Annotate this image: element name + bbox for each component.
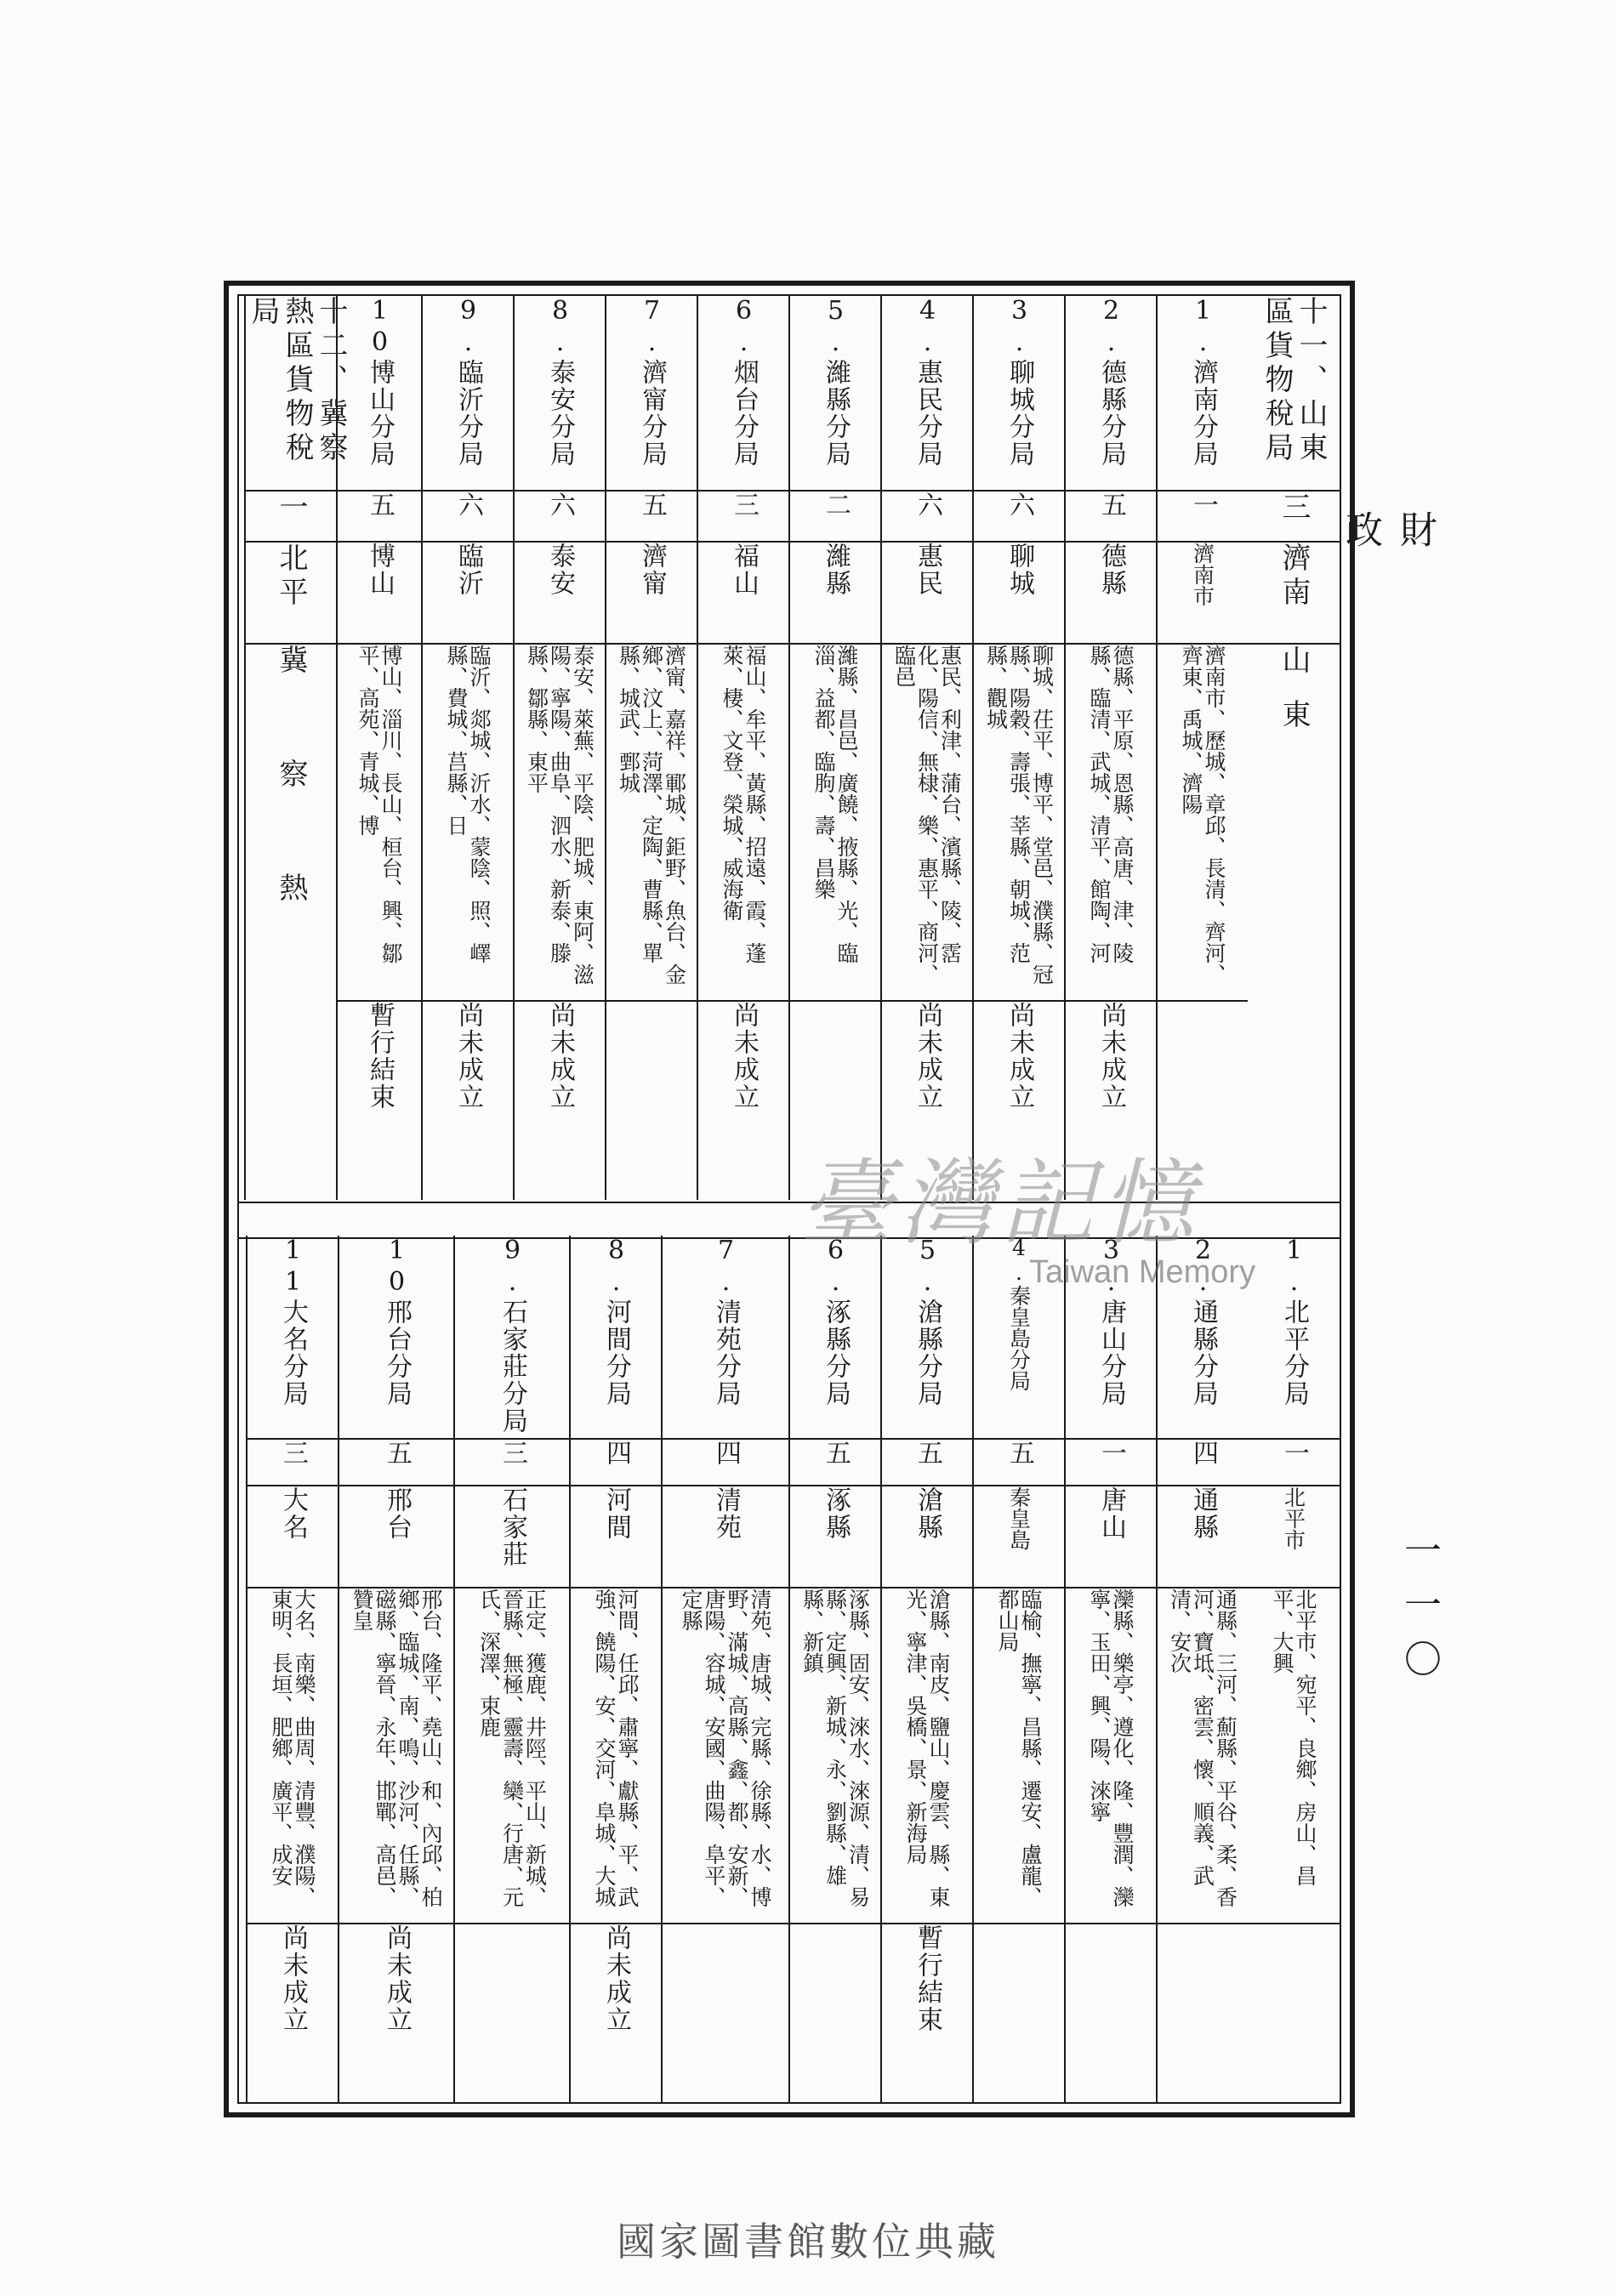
office-grade: 四: [711, 1440, 741, 1467]
office-grade: 一: [1096, 1440, 1126, 1467]
office-location: 福山: [729, 543, 759, 597]
top-row-2: [1064, 296, 1156, 1200]
office-name: 4.秦皇島分局: [1006, 1236, 1032, 1391]
office-grade: 五: [821, 1440, 851, 1467]
top-row-3: [972, 296, 1064, 1200]
office-grade: 六: [1004, 492, 1034, 519]
office-location: 滄縣: [913, 1486, 942, 1541]
office-grade: 六: [545, 492, 575, 519]
office-jurisdiction: 惠民、利津、蒲台、濱縣、陵、霑化、陽信、無棣、樂、惠平、商河、臨邑: [891, 645, 963, 985]
page-frame: [224, 281, 1355, 2117]
top-row-7: [605, 296, 697, 1200]
office-grade: 五: [382, 1440, 412, 1467]
office-location: 清苑: [711, 1486, 741, 1541]
top-row-6: [697, 296, 788, 1200]
section-location: 北平: [274, 543, 308, 611]
office-location: 石家莊: [498, 1486, 527, 1568]
office-grade: 三: [278, 1440, 308, 1467]
office-jurisdiction: 灤縣、樂亭、遵化、隆、豐潤、灤寧、玉田、興、陽、淶寧: [1087, 1588, 1135, 1907]
office-location: 濰縣: [821, 543, 851, 597]
office-remark: 尚未成立: [382, 1924, 412, 2033]
office-grade: 二: [821, 492, 851, 519]
office-grade: 六: [913, 492, 942, 519]
office-location: 大名: [278, 1486, 308, 1541]
bottom-row-4: [972, 1236, 1064, 2102]
office-jurisdiction: 德縣、平原、恩縣、高唐、津、陵縣、臨清、武城、清平、館陶、河: [1087, 645, 1135, 963]
office-remark: 暫行結束: [365, 1002, 395, 1111]
office-name: 7.濟甯分局: [637, 296, 667, 468]
bottom-row-6: [788, 1236, 880, 2102]
office-jurisdiction: 正定、獲鹿、井陘、平山、新城、晉縣、無極、靈壽、欒、行唐、元氏、深澤、束鹿: [476, 1588, 548, 1907]
office-location: 邢台: [382, 1486, 412, 1541]
office-location: 濟甯: [637, 543, 667, 597]
top-row-1: [1156, 296, 1248, 1200]
bottom-row-8: [569, 1236, 661, 2102]
running-head: 財 政: [1339, 510, 1437, 616]
bottom-row-3: [1064, 1236, 1156, 2102]
top-row-5: [788, 296, 880, 1200]
office-grade: 三: [729, 492, 759, 519]
bottom-table: [239, 1236, 1340, 2102]
office-jurisdiction: 臨榆、撫寧、昌縣、遷安、盧龍、都山局: [995, 1588, 1043, 1907]
bottom-row-10: [338, 1236, 453, 2102]
bottom-row-2: [1156, 1236, 1248, 2102]
office-name: 5.濰縣分局: [821, 296, 851, 468]
office-name: 1.北平分局: [1279, 1236, 1309, 1407]
office-name: 9.臨沂分局: [453, 296, 483, 468]
office-name: 4.惠民分局: [913, 296, 942, 468]
office-location: 唐山: [1096, 1486, 1126, 1541]
page-number: 一一〇: [1397, 1531, 1441, 1694]
bottom-row-7: [661, 1236, 788, 2102]
office-grade: 五: [1096, 492, 1126, 519]
office-location: 博山: [365, 543, 395, 597]
office-grade: 四: [601, 1440, 631, 1467]
office-remark: 尚未成立: [278, 1924, 308, 2033]
office-remark: 暫行結束: [913, 1924, 942, 2033]
office-name: 6.烟台分局: [729, 296, 759, 468]
section-column-shandong: [1248, 296, 1340, 1200]
office-name: 6.涿縣分局: [821, 1236, 851, 1407]
office-grade: 六: [453, 492, 483, 519]
office-name: 1.濟南分局: [1188, 296, 1218, 468]
office-location: 通縣: [1188, 1486, 1218, 1541]
footer-credit: 國家圖書館數位典藏: [617, 2219, 999, 2265]
top-row-9: [421, 296, 513, 1200]
office-name: 11大名分局: [278, 1236, 308, 1407]
office-remark: 尚未成立: [601, 1924, 631, 2033]
office-location: 河間: [601, 1486, 631, 1541]
watermark-english: Taiwan Memory: [1029, 1254, 1256, 1290]
bottom-row-9: [453, 1236, 569, 2102]
office-location: 聊城: [1004, 543, 1034, 597]
office-jurisdiction: 博山、淄川、長山、桓台、興、鄒平、高苑、青城、博: [356, 645, 403, 963]
office-remark: 尚未成立: [1096, 1002, 1126, 1111]
office-grade: 一: [1188, 492, 1218, 519]
office-remark: 尚未成立: [729, 1002, 759, 1111]
office-grade: 五: [1004, 1440, 1034, 1467]
office-jurisdiction: 福山、牟平、黃縣、招遠、霞、蓬萊、棲、文登、榮城、威海衛: [720, 645, 767, 963]
office-name: 8.泰安分局: [545, 296, 575, 468]
office-name: 5.滄縣分局: [913, 1236, 942, 1407]
office-location: 北平市: [1281, 1486, 1306, 1550]
office-jurisdiction: 泰安、萊蕪、平陰、肥城、東阿、滋陽、寧陽、曲阜、泗水、新泰、滕縣、鄒縣、東平: [524, 645, 595, 985]
table-separator: [239, 1202, 1340, 1239]
office-jurisdiction: 大名、南樂、曲周、清豐、濮陽、東明、長垣、肥鄉、廣平、成安: [269, 1588, 316, 1907]
section-province: 山東: [1277, 645, 1311, 753]
bottom-row-5: [880, 1236, 972, 2102]
office-name: 7.清苑分局: [711, 1236, 741, 1407]
office-jurisdiction: 清苑、唐城、完縣、徐縣、水、博野、滿城、高縣、鑫、都、安新、唐陽、容城、安國、曲陽、阜平、定縣: [679, 1588, 772, 1907]
office-grade: 五: [913, 1440, 942, 1467]
office-name: 8.河間分局: [601, 1236, 631, 1407]
office-jurisdiction: 滄縣、南皮、鹽山、慶雲、縣、東光、寧津、吳橋、景、新海局: [903, 1588, 951, 1907]
section-title: 十一、山東區貨物稅局: [1260, 296, 1328, 466]
office-jurisdiction: 濟甯、嘉祥、鄆城、鉅野、魚台、金鄉、汶上、菏澤、定陶、曹縣、單縣、城武、鄄城: [616, 645, 687, 985]
section-title: 十二、冀察熱區貨物稅局: [246, 296, 348, 466]
office-name: 2.通縣分局: [1188, 1236, 1218, 1407]
office-remark: 尚未成立: [1004, 1002, 1034, 1111]
section-column-jichare: [244, 296, 348, 1200]
office-location: 德縣: [1096, 543, 1126, 597]
bottom-row-1: [1248, 1236, 1340, 2102]
office-jurisdiction: 通縣、三河、薊縣、平谷、柔、香河、寶坻、密雲、懷、順義、武清、安次: [1167, 1588, 1238, 1907]
section-grade: 三: [1277, 492, 1311, 526]
office-location: 涿縣: [821, 1486, 851, 1541]
bottom-row-11: [246, 1236, 338, 2102]
office-name: 10邢台分局: [382, 1236, 412, 1407]
office-jurisdiction: 濟南市、歷城、章邱、長清、齊河、齊東、禹城、濟陽: [1179, 645, 1226, 985]
office-jurisdiction: 涿縣、固安、淶水、淶源、清、易縣、定興、新城、永、劉縣、雄縣、新鎮: [799, 1588, 871, 1907]
office-name: 3.聊城分局: [1004, 296, 1034, 468]
top-row-4: [880, 296, 972, 1200]
office-name: 10博山分局: [365, 296, 395, 468]
office-location: 臨沂: [453, 543, 483, 597]
office-remark: 尚未成立: [545, 1002, 575, 1111]
office-jurisdiction: 聊城、茌平、博平、堂邑、濮縣、冠縣、陽穀、壽張、莘縣、朝城、范縣、觀城: [983, 645, 1055, 985]
section-location: 濟南: [1277, 543, 1311, 611]
top-row-10: [336, 296, 421, 1200]
top-table: [239, 296, 1340, 1200]
office-jurisdiction: 河間、任邱、肅寧、獻縣、平、武強、饒陽、安、交河、阜城、大城: [592, 1588, 640, 1907]
office-grade: 四: [1188, 1440, 1218, 1467]
office-grade: 一: [1279, 1440, 1309, 1467]
office-location: 泰安: [545, 543, 575, 597]
office-location: 濟南市: [1190, 543, 1215, 606]
office-jurisdiction: 濰縣、昌邑、廣饒、掖縣、光、臨淄、益都、臨朐、壽、昌樂: [811, 645, 859, 963]
office-location: 惠民: [913, 543, 942, 597]
table-frame: [237, 294, 1341, 2104]
office-name: 3.唐山分局: [1096, 1236, 1126, 1407]
watermark-chinese: 臺灣記憶: [799, 1149, 1201, 1258]
office-grade: 五: [637, 492, 667, 519]
office-name: 9.石家莊分局: [498, 1236, 527, 1435]
office-remark: 尚未成立: [913, 1002, 942, 1111]
section-province: 冀 察 熱: [274, 645, 308, 927]
office-grade: 五: [365, 492, 395, 519]
office-grade: 三: [498, 1440, 527, 1467]
top-row-8: [513, 296, 605, 1200]
office-location: 秦皇島: [1006, 1486, 1032, 1550]
office-jurisdiction: 邢台、隆平、堯山、和、內邱、柏鄉、臨城、南、鳴、沙河、任縣、磁縣、寧晉、永年、邯鄲、高邑、贊皇: [350, 1588, 443, 1907]
office-jurisdiction: 北平市、宛平、良鄉、房山、昌平、大興: [1270, 1588, 1317, 1886]
section-grade: 一: [274, 492, 308, 526]
office-remark: 尚未成立: [453, 1002, 483, 1111]
office-name: 2.德縣分局: [1096, 296, 1126, 468]
office-jurisdiction: 臨沂、郯城、沂水、蒙陰、照、嶧縣、費城、莒縣、日: [444, 645, 492, 963]
